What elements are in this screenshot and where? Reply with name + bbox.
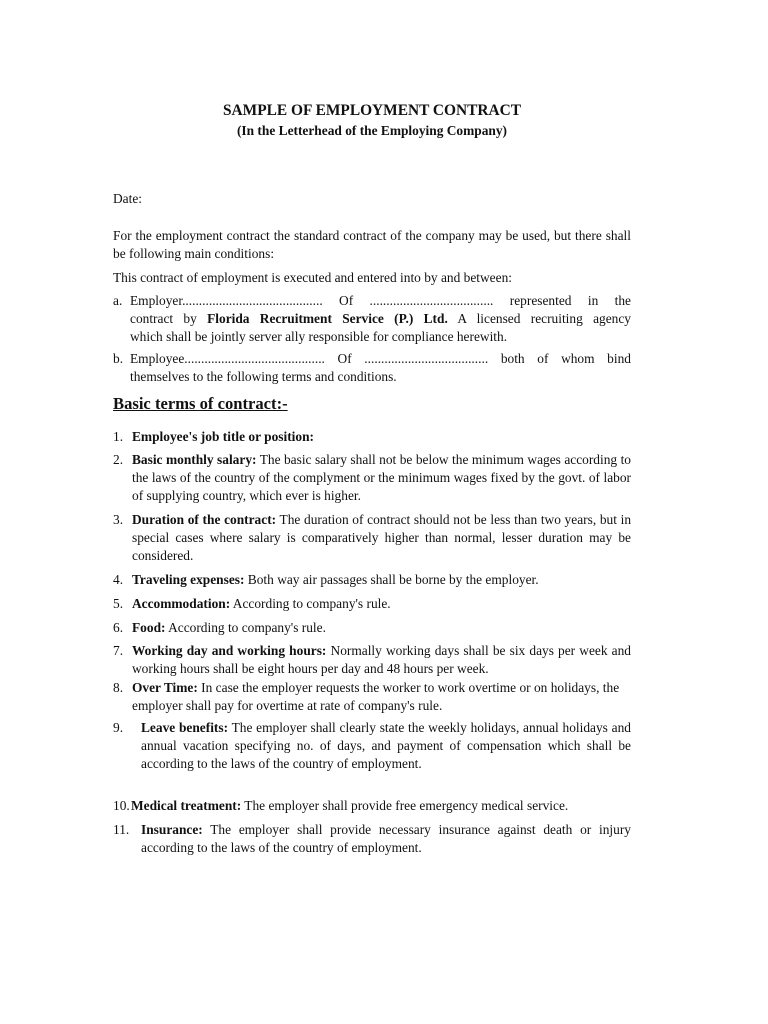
term-text: The duration of contract should not be less than two years, but in special cases where salary is comparatively higher than normal, lesser duration may be considered. — [132, 512, 632, 563]
term-text: According to company's rule. — [165, 620, 326, 635]
party-a — [113, 292, 631, 346]
page-title: SAMPLE OF EMPLOYMENT CONTRACT — [223, 102, 521, 119]
executed-line: This contract of employment is executed and entered into by and between: — [113, 270, 512, 285]
party-a-line2-pre: contract by — [130, 311, 208, 326]
term-item — [113, 571, 631, 589]
party-a-line2 — [130, 310, 631, 328]
term-label: Leave benefits: — [141, 720, 229, 735]
party-b-line1: Employee.......................................... Of ..................................... both of whom bind — [130, 351, 631, 366]
term-number: 8. — [113, 680, 124, 695]
term-number: 2. — [113, 452, 124, 467]
term-item — [113, 428, 631, 446]
term-text: In case the employer requests the worker to work overtime or on holidays, the employer shall pay for overtime at rate of company's rule. — [132, 680, 620, 713]
party-b-marker: b. — [113, 351, 124, 366]
term-text: According to company's rule. — [230, 596, 391, 611]
term-item — [113, 679, 623, 715]
party-a-line1: Employer.......................................... Of ..................................... represented in the — [130, 293, 631, 308]
term-number: 5. — [113, 596, 124, 611]
term-label: Food: — [132, 620, 166, 635]
term-item — [113, 797, 631, 815]
term-text: The employer shall provide free emergency medical service. — [241, 798, 569, 813]
term-number: 11. — [113, 822, 130, 837]
term-label: Medical treatment: — [131, 798, 242, 813]
term-text: The employer shall provide necessary insurance against death or injury according to the laws of the country of employment. — [141, 822, 631, 855]
term-label: Basic monthly salary: — [132, 452, 257, 467]
term-text: Both way air passages shall be borne by the employer. — [244, 572, 539, 587]
term-text: The basic salary shall not be below the minimum wages according to the laws of the country of the complyment or the minimum wages fixed by the govt. of labor of supplying country, which ever is higher. — [132, 452, 631, 503]
party-b — [113, 350, 631, 386]
term-label: Working day and working hours: — [132, 643, 327, 658]
term-label: Duration of the contract: — [132, 512, 277, 527]
term-item — [113, 619, 631, 637]
section-heading: Basic terms of contract:- — [113, 394, 288, 413]
term-label: Traveling expenses: — [132, 572, 245, 587]
term-number: 7. — [113, 643, 124, 658]
intro-paragraph: For the employment contract the standard contract of the company may be used, but there shall be following main conditions: — [113, 228, 631, 261]
term-label: Insurance: — [141, 822, 203, 837]
term-item — [113, 595, 631, 613]
term-label: Over Time: — [132, 680, 198, 695]
term-item — [113, 719, 631, 773]
term-number: 9. — [113, 720, 124, 735]
term-text: The employer shall clearly state the weekly holidays, annual holidays and annual vacation specifying no. of days, and payment of compensation which shall be according to the laws of the country of employment. — [141, 720, 631, 771]
term-number: 1. — [113, 429, 124, 444]
term-number: 4. — [113, 572, 124, 587]
term-number: 3. — [113, 512, 124, 527]
term-label: Employee's job title or position: — [132, 429, 315, 444]
party-b-line2: themselves to the following terms and conditions. — [130, 369, 397, 384]
term-item — [113, 642, 631, 678]
page-subtitle: (In the Letterhead of the Employing Company) — [236, 123, 508, 138]
term-number: 10. — [113, 798, 130, 813]
term-item — [113, 451, 631, 505]
agency-name: Florida Recruitment Service (P.) Ltd. — [207, 311, 448, 326]
date-label: Date: — [113, 191, 142, 206]
term-text: Normally working days shall be six days per week and working hours shall be eight hours per day and 48 hours per week. — [132, 643, 631, 676]
term-label: Accommodation: — [132, 596, 231, 611]
party-a-marker: a. — [113, 293, 123, 308]
term-item — [113, 821, 631, 857]
party-a-line3: which shall be jointly server ally responsible for compliance herewith. — [130, 329, 508, 344]
term-number: 6. — [113, 620, 124, 635]
party-a-line2-post: A licensed recruiting agency — [447, 311, 631, 326]
term-item — [113, 511, 631, 565]
